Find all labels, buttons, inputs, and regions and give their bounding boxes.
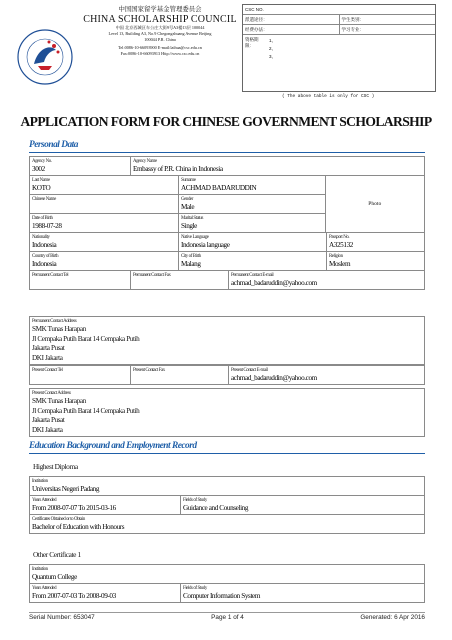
form-title: APPLICATION FORM FOR CHINESE GOVERNMENT SCHOLARSHIP bbox=[20, 114, 432, 129]
dob-cell: Date of Birth 1988-07-28 bbox=[30, 214, 178, 232]
agency-name-cell: Agency Name Embassy of P.R. China in Indonesia bbox=[130, 157, 424, 175]
highest-diploma-table bbox=[29, 476, 425, 534]
address-en-2: 100044 P.R. China bbox=[144, 37, 176, 42]
section-personal-data: Personal Data bbox=[29, 140, 78, 150]
native-language-cell: Native Language Indonesia language bbox=[178, 233, 326, 251]
pres-address-line: SMK Tunas Harapan bbox=[32, 397, 86, 405]
csc-note: ( The above table is only for CSC ) bbox=[282, 94, 375, 99]
gender-cell: Gender Male bbox=[178, 195, 325, 213]
photo-label: Photo bbox=[368, 201, 382, 207]
chinese-name-cell: Chinese Name bbox=[32, 197, 56, 202]
perm-email-value: achmad_badaruddin@yahoo.com bbox=[231, 279, 317, 287]
institution-value: Quantum College bbox=[32, 573, 77, 581]
pres-address-line: Jl Cempaka Putih Barat 14 Cempaka Putih bbox=[32, 406, 140, 415]
csc-seal-icon bbox=[16, 28, 74, 86]
address-cn: 中国 北京西城区车公庄大街9号A3楼13层 100044 bbox=[115, 25, 205, 30]
native-language-value: Indonesia language bbox=[181, 241, 230, 249]
dob-value: 1988-07-28 bbox=[32, 222, 62, 230]
tel-email: Tel:0086-10-66093900 E-mail:laihua@csc.edu.cn bbox=[118, 45, 202, 50]
agency-name-value: Embassy of P.R. China in Indonesia bbox=[133, 165, 223, 173]
marital-cell: Marital Status Single bbox=[178, 214, 325, 232]
csc-period-3: 3、 bbox=[269, 54, 277, 59]
fields-of-study-cell: Fields of Study Guidance and Counseling bbox=[180, 496, 424, 514]
csc-route-label: 派遣途径： bbox=[245, 16, 268, 22]
city-birth-cell: City of Birth Malang bbox=[178, 252, 326, 270]
agency-no-value: 3002 bbox=[32, 165, 45, 173]
passport-cell: Passport No. A325132 bbox=[326, 233, 424, 251]
pres-fax-cell: Present Contact Fax bbox=[130, 366, 228, 384]
years-attended-value: From 2007-07-03 To 2008-09-03 bbox=[32, 592, 116, 600]
certificate-cell: Certificates Obtained or to Obtain Bachelor of Education with Honours bbox=[30, 515, 424, 533]
perm-address-cell: Permanent Contact Address SMK Tunas Harapan Jl Cempaka Putih Barat 14 Cempaka Putih Jakarta Pusat DKI Jakarta bbox=[30, 317, 424, 364]
csc-use-table bbox=[242, 4, 436, 92]
perm-fax-cell: Permanent Contact Fax bbox=[130, 271, 228, 289]
section-divider bbox=[29, 152, 425, 153]
present-address-table bbox=[29, 388, 425, 437]
surname-cell: Surname ACHMAD BADARUDDIN bbox=[178, 176, 325, 194]
fax-web: Fax:0086-10-66093913 Http://www.csc.edu.cn bbox=[120, 51, 200, 56]
en-name: CHINA SCHOLARSHIP COUNCIL bbox=[83, 14, 237, 25]
section-education: Education Background and Employment Record bbox=[29, 441, 197, 451]
surname-value: ACHMAD BADARUDDIN bbox=[181, 184, 257, 192]
csc-period-2: 2、 bbox=[269, 46, 277, 51]
fields-of-study-cell: Fields of Study Computer Information System bbox=[180, 584, 424, 602]
agency-no-cell: Agency No. 3002 bbox=[30, 157, 130, 175]
page-number: Page 1 of 4 bbox=[211, 614, 244, 621]
pres-address-cell: Present Contact Address SMK Tunas Harapan Jl Cempaka Putih Barat 14 Cempaka Putih Jakarta Pusat DKI Jakarta bbox=[30, 389, 424, 436]
csc-major-label: 学习专业： bbox=[339, 25, 436, 34]
religion-value: Moslem bbox=[329, 260, 351, 268]
letterhead bbox=[80, 6, 240, 57]
pres-address-line: Jakarta Pusat bbox=[32, 416, 65, 425]
csc-no-label: CSC NO. bbox=[245, 7, 264, 12]
country-birth-value: Indonesia bbox=[32, 260, 57, 268]
pres-email-value: achmad_badaruddin@yahoo.com bbox=[231, 374, 317, 382]
years-attended-value: From 2008-07-07 To 2015-03-16 bbox=[32, 504, 116, 512]
perm-tel-cell: Permanent Contact Tel bbox=[32, 273, 69, 278]
pres-tel-cell: Present Contact Tel bbox=[32, 368, 63, 373]
institution-value: Universitas Negeri Padang bbox=[32, 485, 100, 493]
years-attended-cell: Years Attended From 2007-07-03 To 2008-09-03 bbox=[30, 584, 180, 602]
country-birth-cell: Country of Birth Indonesia bbox=[30, 252, 178, 270]
pres-email-cell: Present Contact E-mail achmad_badaruddin@yahoo.com bbox=[228, 366, 424, 384]
certificate-value: Bachelor of Education with Honours bbox=[32, 523, 125, 531]
highest-diploma-label: Highest Diploma bbox=[33, 462, 78, 471]
section-divider bbox=[29, 453, 425, 454]
csc-funding-label: 经费办法： bbox=[245, 26, 268, 32]
footer bbox=[29, 614, 425, 621]
footer-divider bbox=[29, 612, 425, 613]
csc-student-type-label: 学生类别： bbox=[339, 15, 436, 24]
fields-of-study-value: Guidance and Counseling bbox=[183, 504, 249, 512]
institution-cell: Institution Universitas Negeri Padang bbox=[30, 477, 424, 495]
present-contact-table bbox=[29, 365, 425, 385]
religion-cell: Religion Moslem bbox=[326, 252, 424, 270]
permanent-address-table bbox=[29, 316, 425, 365]
passport-value: A325132 bbox=[329, 241, 353, 249]
generated-date: Generated: 6 Apr 2016 bbox=[360, 614, 425, 621]
last-name-value: KOTO bbox=[32, 184, 51, 192]
perm-email-cell: Permanent Contact E-mail achmad_badaruddin@yahoo.com bbox=[228, 271, 424, 289]
perm-address-line: Jakarta Pusat bbox=[32, 344, 65, 353]
csc-period-label: 资格期限： bbox=[245, 37, 259, 48]
city-birth-value: Malang bbox=[181, 260, 201, 268]
fields-of-study-value: Computer Information System bbox=[183, 592, 261, 600]
institution-cell: Institution Quantum College bbox=[30, 565, 424, 583]
cn-name: 中国国家留学基金管理委员会 bbox=[118, 6, 202, 13]
nationality-cell: Nationality Indonesia bbox=[30, 233, 178, 251]
marital-value: Single bbox=[181, 222, 197, 230]
other-certificate-label: Other Certificate 1 bbox=[33, 550, 81, 559]
years-attended-cell: Years Attended From 2008-07-07 To 2015-03-16 bbox=[30, 496, 180, 514]
nationality-value: Indonesia bbox=[32, 241, 57, 249]
pres-address-line: DKI Jakarta bbox=[32, 425, 63, 434]
address-en-1: Level 13, Building A3, No.9 Chegongzhuang Avenue Beijing bbox=[108, 31, 212, 36]
csc-period-1: 1、 bbox=[269, 38, 277, 43]
perm-address-line: SMK Tunas Harapan bbox=[32, 325, 86, 333]
personal-data-table bbox=[29, 156, 425, 290]
gender-value: Male bbox=[181, 203, 195, 211]
photo-box bbox=[325, 176, 425, 232]
perm-address-line: DKI Jakarta bbox=[32, 353, 63, 362]
serial-number: Serial Number: 653047 bbox=[29, 614, 95, 621]
perm-address-line: Jl Cempaka Putih Barat 14 Cempaka Putih bbox=[32, 334, 140, 343]
last-name-cell: Last Name KOTO bbox=[30, 176, 178, 194]
other-certificate-table bbox=[29, 564, 425, 603]
